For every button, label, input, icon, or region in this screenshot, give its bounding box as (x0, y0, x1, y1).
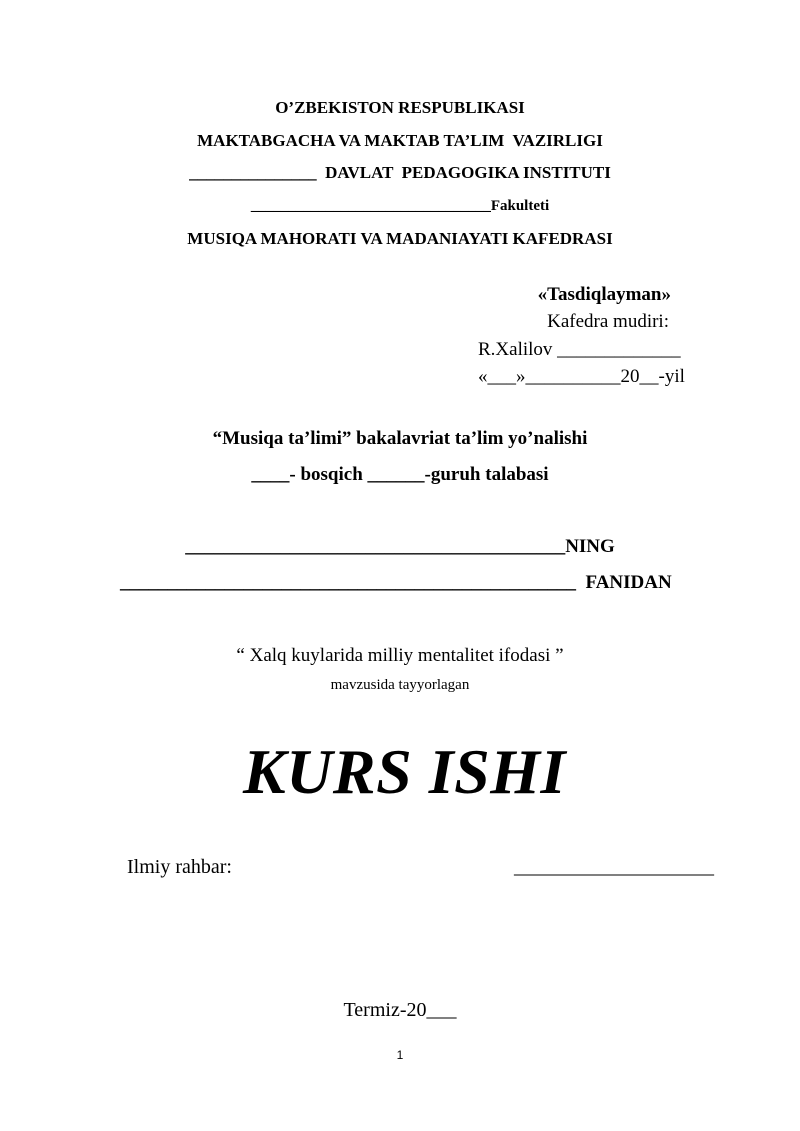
student-name-line: ________________________________________NING (185, 536, 615, 557)
topic-subtitle: mavzusida tayyorlagan (330, 677, 470, 693)
supervisor-blank: ____________________ (514, 856, 714, 878)
program-direction: “Musiqa ta’limi” bakalavriat ta’lim yo’nalishi (212, 428, 588, 449)
republic-heading: O’ZBEKISTON RESPUBLIKASI (275, 98, 525, 117)
institute-heading: _______________ DAVLAT PEDAGOGIKA INSTITUTI (189, 163, 611, 182)
supervisor-label: Ilmiy rahbar: (127, 856, 232, 878)
topic-title: “ Xalq kuylarida milliy mentalitet ifodasi ” (236, 645, 564, 666)
page-number: 1 (396, 1048, 404, 1062)
ministry-heading: MAKTABGACHA VA MAKTAB TA’LIM VAZIRLIGI (197, 131, 603, 150)
faculty-heading: ________________________________Fakulteti (250, 198, 550, 214)
city-year: Termiz-20___ (343, 999, 457, 1021)
approval-date-line: «___»__________20__-yil (478, 366, 685, 387)
stage-group-line: ____- bosqich ______-guruh talabasi (251, 464, 549, 485)
approval-name-line: R.Xalilov _____________ (478, 339, 681, 360)
work-type-title: KURS ISHI (243, 736, 566, 807)
department-heading: MUSIQA MAHORATI VA MADANIAYATI KAFEDRASI (187, 229, 613, 248)
subject-line: ________________________________________________ FANIDAN (120, 572, 672, 593)
approval-role: Kafedra mudiri: (547, 311, 669, 332)
approval-title: «Tasdiqlayman» (537, 284, 671, 305)
